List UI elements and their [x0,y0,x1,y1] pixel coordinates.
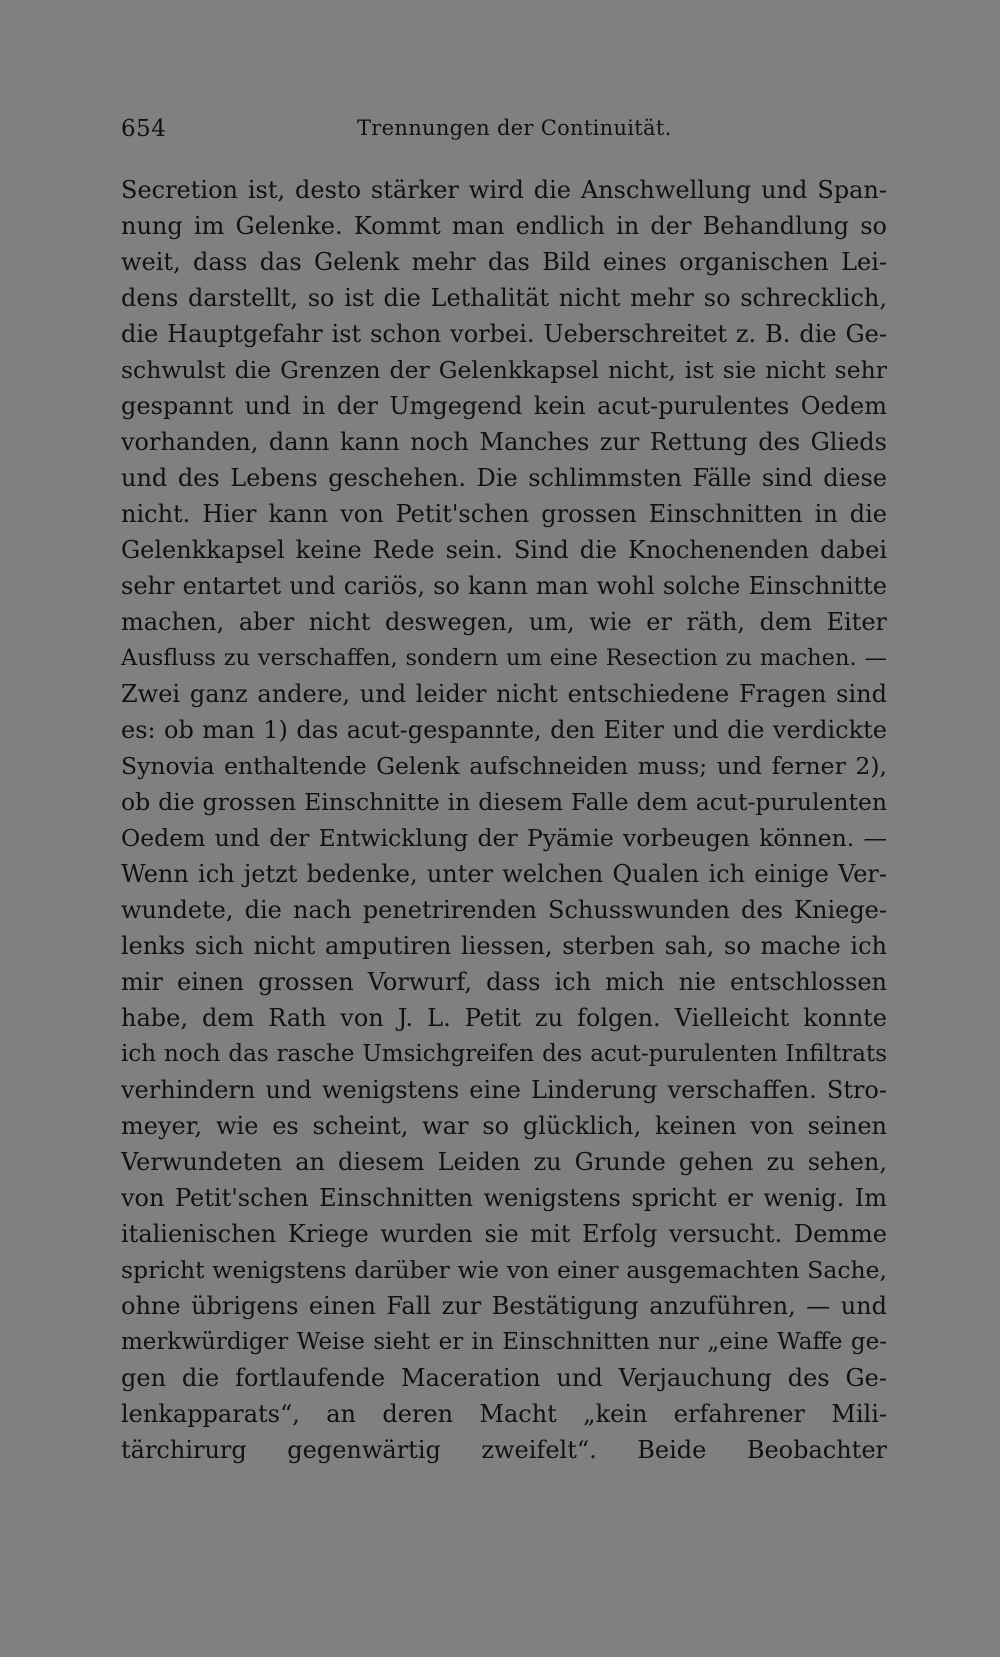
text-line: ohne übrigens einen Fall zur Bestätigung anzuführen, — und [121,1292,887,1320]
text-line: verhindern und wenigstens eine Linderung verschaffen. Stro- [121,1076,887,1104]
running-title: Trennungen der Continuität. [357,116,672,140]
text-line: Ausfluss zu verschaffen, sondern um eine Resection zu machen. — [121,645,887,671]
text-line: und des Lebens geschehen. Die schlimmsten Fälle sind diese [121,464,887,492]
text-line: tärchirurg gegenwärtig zweifelt“. Beide Beobachter [121,1436,887,1464]
text-line: ob die grossen Einschnitte in diesem Falle dem acut-purulenten [121,788,887,816]
text-line: die Hauptgefahr ist schon vorbei. Ueberschreitet z. B. die Ge- [121,320,887,348]
text-line: nicht. Hier kann von Petit'schen grossen Einschnitten in die [121,500,887,528]
text-line: weit, dass das Gelenk mehr das Bild eines organischen Lei- [121,248,887,276]
text-line: dens darstellt, so ist die Lethalität nicht mehr so schrecklich, [121,284,887,312]
text-line: Gelenkkapsel keine Rede sein. Sind die Knochenenden dabei [121,536,887,564]
text-line: gen die fortlaufende Maceration und Verjauchung des Ge- [121,1364,887,1392]
body-text [121,172,887,1468]
text-line: vorhanden, dann kann noch Manches zur Rettung des Glieds [121,428,887,456]
text-line: Verwundeten an diesem Leiden zu Grunde gehen zu sehen, [121,1148,887,1176]
text-line: sehr entartet und cariös, so kann man wohl solche Einschnitte [121,572,887,600]
text-line: gespannt und in der Umgegend kein acut-purulentes Oedem [121,392,887,420]
text-line: Wenn ich jetzt bedenke, unter welchen Qualen ich einige Ver- [121,860,887,888]
text-line: lenkapparats“, an deren Macht „kein erfahrener Mili- [121,1400,887,1428]
text-line: lenks sich nicht amputiren liessen, sterben sah, so mache ich [121,932,887,960]
text-line: von Petit'schen Einschnitten wenigstens spricht er wenig. Im [121,1184,887,1212]
text-line: ich noch das rasche Umsichgreifen des acut-purulenten Infiltrats [121,1041,887,1067]
text-line: italienischen Kriege wurden sie mit Erfolg versucht. Demme [121,1220,887,1248]
text-line: Synovia enthaltende Gelenk aufschneiden muss; und ferner 2), [121,752,887,780]
text-line: habe, dem Rath von J. L. Petit zu folgen. Vielleicht konnte [121,1004,887,1032]
text-line: schwulst die Grenzen der Gelenkkapsel nicht, ist sie nicht sehr [121,356,887,384]
page-number: 654 [121,116,167,142]
text-line: spricht wenigstens darüber wie von einer ausgemachten Sache, [121,1256,887,1284]
text-line: Oedem und der Entwicklung der Pyämie vorbeugen können. — [121,824,887,852]
text-line: Zwei ganz andere, und leider nicht entschiedene Fragen sind [121,680,887,708]
text-line: es: ob man 1) das acut-gespannte, den Eiter und die verdickte [121,716,887,744]
text-line: merkwürdiger Weise sieht er in Einschnitten nur „eine Waffe ge- [121,1329,887,1355]
text-line: Secretion ist, desto stärker wird die Anschwellung und Span- [121,176,887,204]
text-line: wundete, die nach penetrirenden Schusswunden des Kniege- [121,896,887,924]
text-line: nung im Gelenke. Kommt man endlich in der Behandlung so [121,212,887,240]
text-line: meyer, wie es scheint, war so glücklich, keinen von seinen [121,1112,887,1140]
text-line: machen, aber nicht deswegen, um, wie er räth, dem Eiter [121,608,887,636]
text-line: mir einen grossen Vorwurf, dass ich mich nie entschlossen [121,968,887,996]
page-header [121,116,887,150]
